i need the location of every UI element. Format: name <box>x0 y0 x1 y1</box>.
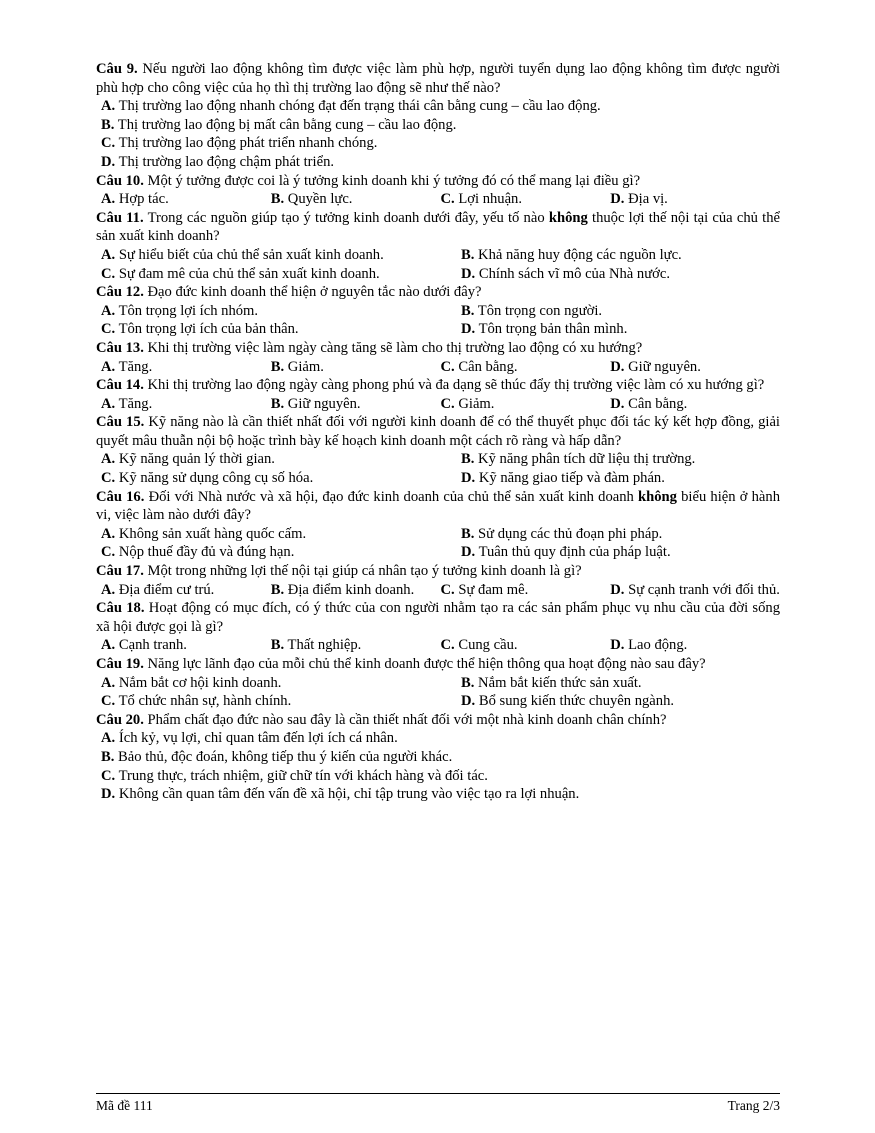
option-text: Thị trường lao động chậm phát triển. <box>118 153 335 170</box>
option-text: Địa điểm cư trú. <box>118 581 215 598</box>
answer-option <box>271 581 441 600</box>
question-stem <box>96 488 780 525</box>
answer-option <box>101 190 271 209</box>
option-letter: C. <box>440 581 455 598</box>
option-text: Bảo thủ, độc đoán, không tiếp thu ý kiến của người khác. <box>118 748 453 765</box>
answer-options <box>96 729 780 803</box>
question-text: Trong các nguồn giúp tạo ý tưởng kinh doanh dưới đây, yếu tố nào <box>147 209 549 226</box>
option-text: Kỹ năng giao tiếp và đàm phán. <box>478 470 665 487</box>
question-stem <box>96 172 780 191</box>
option-letter: B. <box>270 637 285 654</box>
answer-options <box>96 525 780 562</box>
answer-options <box>96 636 780 655</box>
question-text: Khi thị trường lao động ngày càng phong phú và đa dạng sẽ thúc đẩy thị trường việc làm có xu hướng gì? <box>147 377 765 394</box>
option-letter: C. <box>101 693 116 710</box>
option-text: Lao động. <box>628 637 688 654</box>
answer-option <box>271 395 441 414</box>
option-text: Thị trường lao động nhanh chóng đạt đến trạng thái cân bằng cung – cầu lao động. <box>118 98 601 115</box>
question-text: Kỹ năng nào là cần thiết nhất đối với người kinh doanh để có thể thuyết phục đối tác ký kết hợp đồng, giải quyết mâu thuẫn nội bộ hoặc trình bày kế hoạch kinh doanh một cách rõ ràng và hấp dẫn? <box>96 414 780 449</box>
answer-option <box>610 190 780 209</box>
answer-option <box>101 525 461 544</box>
question-emphasis: không <box>638 488 677 505</box>
option-letter: B. <box>461 451 475 468</box>
option-letter: A. <box>101 98 116 115</box>
option-text: Tuân thủ quy định của pháp luật. <box>478 544 671 561</box>
question-block <box>96 488 780 562</box>
option-letter: A. <box>101 730 116 747</box>
option-letter: B. <box>270 191 285 208</box>
answer-option <box>101 265 461 284</box>
question-number: Câu 10. <box>96 172 144 189</box>
option-text: Quyền lực. <box>287 191 353 208</box>
option-text: Lợi nhuận. <box>458 191 523 208</box>
answer-option <box>461 265 780 284</box>
answer-option <box>101 450 461 469</box>
option-text: Cân bằng. <box>458 358 518 375</box>
option-text: Sự hiểu biết của chủ thể sản xuất kinh doanh. <box>118 246 384 263</box>
question-text: thuộc lợi thế nội tại của chủ thể sản xuất kinh doanh? <box>96 209 780 245</box>
answer-option <box>101 543 461 562</box>
answer-option <box>461 525 780 544</box>
answer-options <box>96 674 780 711</box>
question-number: Câu 12. <box>96 284 144 301</box>
option-letter: D. <box>101 153 116 170</box>
question-stem <box>96 339 780 358</box>
option-letter: C. <box>101 321 116 338</box>
question-stem <box>96 413 780 450</box>
option-text: Sự cạnh tranh với đối thủ. <box>628 581 780 598</box>
option-text: Sự đam mê. <box>458 581 529 598</box>
option-text: Tôn trọng lợi ích nhóm. <box>118 302 259 319</box>
option-letter: A. <box>101 581 116 598</box>
answer-options <box>96 358 780 377</box>
option-letter: B. <box>461 674 475 691</box>
answer-option <box>461 450 780 469</box>
answer-options <box>96 190 780 209</box>
option-text: Tôn trọng lợi ích của bản thân. <box>118 321 299 338</box>
option-letter: A. <box>101 358 116 375</box>
answer-option <box>441 636 611 655</box>
option-letter: B. <box>461 302 475 319</box>
question-text: Một trong những lợi thế nội tại giúp cá nhân tạo ý tưởng kinh doanh là gì? <box>147 563 582 580</box>
page-number: Trang 2/3 <box>727 1098 780 1113</box>
option-letter: A. <box>101 674 116 691</box>
answer-option <box>101 581 271 600</box>
answer-option <box>271 636 441 655</box>
option-text: Hợp tác. <box>118 191 169 208</box>
option-text: Chính sách vĩ mô của Nhà nước. <box>478 265 670 282</box>
answer-option <box>610 358 780 377</box>
option-text: Thị trường lao động phát triển nhanh chóng. <box>118 135 378 152</box>
answer-options <box>96 581 780 600</box>
option-text: Khả năng huy động các nguồn lực. <box>478 246 682 263</box>
answer-option <box>101 97 780 116</box>
question-stem <box>96 655 780 674</box>
exam-code: Mã đề 111 <box>96 1098 153 1113</box>
question-block <box>96 376 780 413</box>
answer-options <box>96 450 780 487</box>
option-letter: C. <box>101 135 116 152</box>
option-letter: D. <box>610 581 625 598</box>
answer-options <box>96 97 780 171</box>
answer-option <box>271 190 441 209</box>
option-text: Địa điểm kinh doanh. <box>287 581 415 598</box>
option-text: Giảm. <box>287 358 324 375</box>
option-letter: C. <box>101 767 116 784</box>
question-text: Khi thị trường việc làm ngày càng tăng sẽ làm cho thị trường lao động có xu hướng? <box>147 339 643 356</box>
option-text: Nắm bắt kiến thức sản xuất. <box>478 674 642 691</box>
answer-option <box>101 153 780 172</box>
question-number: Câu 17. <box>96 563 144 580</box>
option-letter: D. <box>610 358 625 375</box>
question-text: Nếu người lao động không tìm được việc làm phù hợp, người tuyển dụng lao động không tìm được người phù hợp cho công việc của họ thì thị trường lao động sẽ như thế nào? <box>96 61 780 96</box>
option-text: Cân bằng. <box>628 395 688 412</box>
option-text: Ích kỷ, vụ lợi, chỉ quan tâm đến lợi ích cá nhân. <box>118 730 398 747</box>
option-letter: A. <box>101 451 116 468</box>
question-text: Phẩm chất đạo đức nào sau đây là cần thiết nhất đối với một nhà kinh doanh chân chính? <box>147 711 667 728</box>
answer-option <box>101 358 271 377</box>
answer-option <box>271 358 441 377</box>
answer-option <box>101 134 780 153</box>
option-text: Thị trường lao động bị mất cân bằng cung – cầu lao động. <box>117 116 457 133</box>
answer-option <box>441 358 611 377</box>
answer-option <box>461 692 780 711</box>
answer-option <box>461 246 780 265</box>
option-text: Trung thực, trách nhiệm, giữ chữ tín với khách hàng và đối tác. <box>118 767 488 784</box>
answer-option <box>101 729 780 748</box>
answer-option <box>101 302 461 321</box>
option-text: Tôn trọng bản thân mình. <box>478 321 628 338</box>
option-letter: C. <box>440 191 455 208</box>
question-text: Hoạt động có mục đích, có ý thức của con người nhằm tạo ra các sản phẩm phục vụ nhu cầu của đời sống xã hội được gọi là gì? <box>96 600 781 635</box>
question-stem <box>96 376 780 395</box>
answer-option <box>101 748 780 767</box>
option-letter: C. <box>440 637 455 654</box>
option-letter: D. <box>610 395 625 412</box>
question-stem <box>96 60 780 97</box>
question-stem <box>96 711 780 730</box>
option-text: Tăng. <box>118 395 153 412</box>
option-letter: D. <box>461 470 476 487</box>
question-number: Câu 9. <box>96 61 138 77</box>
answer-option <box>101 246 461 265</box>
answer-option <box>101 636 271 655</box>
answer-option <box>610 636 780 655</box>
question-stem <box>96 209 780 246</box>
option-text: Không sản xuất hàng quốc cấm. <box>118 525 307 542</box>
option-text: Cung cầu. <box>458 637 518 654</box>
answer-option <box>101 674 461 693</box>
option-text: Giữ nguyên. <box>628 358 701 375</box>
option-letter: D. <box>461 321 476 338</box>
question-block <box>96 60 780 172</box>
answer-option <box>441 581 611 600</box>
option-text: Không cần quan tâm đến vấn đề xã hội, chỉ tập trung vào việc tạo ra lợi nhuận. <box>118 786 580 803</box>
question-block <box>96 711 780 804</box>
answer-option <box>441 190 611 209</box>
option-text: Giảm. <box>458 395 495 412</box>
question-number: Câu 16. <box>96 488 145 505</box>
option-text: Nộp thuế đầy đủ và đúng hạn. <box>118 544 295 561</box>
option-letter: D. <box>461 544 476 561</box>
option-text: Sự đam mê của chủ thể sản xuất kinh doanh. <box>118 265 380 282</box>
option-letter: C. <box>101 544 116 561</box>
question-emphasis: không <box>548 209 588 226</box>
answer-option <box>101 395 271 414</box>
answer-option <box>610 581 780 600</box>
option-letter: C. <box>440 358 455 375</box>
question-number: Câu 11. <box>96 209 144 226</box>
option-letter: B. <box>461 525 475 542</box>
question-text: Đạo đức kinh doanh thể hiện ở nguyên tắc nào dưới đây? <box>147 284 482 301</box>
option-letter: D. <box>610 637 625 654</box>
option-text: Tôn trọng con người. <box>477 302 603 319</box>
option-letter: C. <box>101 470 116 487</box>
question-block <box>96 339 780 376</box>
option-letter: D. <box>610 191 625 208</box>
option-letter: A. <box>101 246 116 263</box>
option-text: Kỹ năng sử dụng công cụ số hóa. <box>118 470 314 487</box>
question-block <box>96 562 780 599</box>
footer-divider <box>96 1093 780 1094</box>
option-text: Cạnh tranh. <box>118 637 187 654</box>
option-text: Sử dụng các thủ đoạn phi pháp. <box>478 525 663 542</box>
answer-option <box>461 469 780 488</box>
answer-options <box>96 246 780 283</box>
question-block <box>96 599 780 655</box>
answer-option <box>101 692 461 711</box>
answer-options <box>96 302 780 339</box>
option-text: Tăng. <box>118 358 153 375</box>
question-number: Câu 19. <box>96 656 144 672</box>
option-text: Nắm bắt cơ hội kinh doanh. <box>118 674 282 691</box>
question-block <box>96 209 780 283</box>
answer-option <box>461 320 780 339</box>
question-number: Câu 13. <box>96 339 144 356</box>
option-text: Giữ nguyên. <box>287 395 361 412</box>
answer-option <box>101 116 780 135</box>
question-block <box>96 655 780 711</box>
answer-option <box>610 395 780 414</box>
option-letter: D. <box>461 693 476 710</box>
option-text: Địa vị. <box>628 191 668 208</box>
question-number: Câu 18. <box>96 600 145 617</box>
option-text: Thất nghiệp. <box>287 637 362 654</box>
question-text: Năng lực lãnh đạo của mỗi chủ thể kinh doanh được thể hiện thông qua hoạt động nào sau đây? <box>147 656 706 672</box>
exam-page <box>96 60 780 804</box>
question-block <box>96 172 780 209</box>
page-footer <box>96 1098 780 1114</box>
question-stem <box>96 283 780 302</box>
question-text: Đối với Nhà nước và xã hội, đạo đức kinh doanh của chủ thể sản xuất kinh doanh <box>148 488 638 505</box>
option-letter: B. <box>461 246 475 263</box>
option-letter: D. <box>101 786 116 803</box>
answer-option <box>441 395 611 414</box>
answer-option <box>101 469 461 488</box>
answer-options <box>96 395 780 414</box>
option-letter: C. <box>101 265 116 282</box>
answer-option <box>461 674 780 693</box>
question-stem <box>96 562 780 581</box>
option-letter: A. <box>101 395 116 412</box>
option-text: Kỹ năng phân tích dữ liệu thị trường. <box>478 451 696 468</box>
question-number: Câu 15. <box>96 414 145 431</box>
option-text: Bổ sung kiến thức chuyên ngành. <box>478 693 675 710</box>
answer-option <box>461 302 780 321</box>
option-letter: A. <box>101 637 116 654</box>
option-letter: B. <box>101 748 115 765</box>
question-number: Câu 14. <box>96 377 144 394</box>
question-block <box>96 413 780 487</box>
option-letter: B. <box>270 358 285 375</box>
answer-option <box>101 320 461 339</box>
question-stem <box>96 599 780 636</box>
option-letter: B. <box>101 116 115 133</box>
option-text: Tổ chức nhân sự, hành chính. <box>118 693 292 710</box>
answer-option <box>101 767 780 786</box>
question-text: biểu hiện ở hành vi, việc làm nào dưới đây? <box>96 488 781 524</box>
question-text: Một ý tưởng được coi là ý tưởng kinh doanh khi ý tưởng đó có thể mang lại điều gì? <box>147 172 641 189</box>
option-letter: C. <box>440 395 455 412</box>
question-block <box>96 283 780 339</box>
question-number: Câu 20. <box>96 711 144 728</box>
option-text: Kỹ năng quản lý thời gian. <box>118 451 275 468</box>
option-letter: A. <box>101 525 116 542</box>
option-letter: B. <box>270 395 285 412</box>
answer-option <box>101 785 780 804</box>
answer-option <box>461 543 780 562</box>
option-letter: D. <box>461 265 476 282</box>
option-letter: A. <box>101 191 116 208</box>
option-letter: B. <box>270 581 285 598</box>
option-letter: A. <box>101 302 116 319</box>
